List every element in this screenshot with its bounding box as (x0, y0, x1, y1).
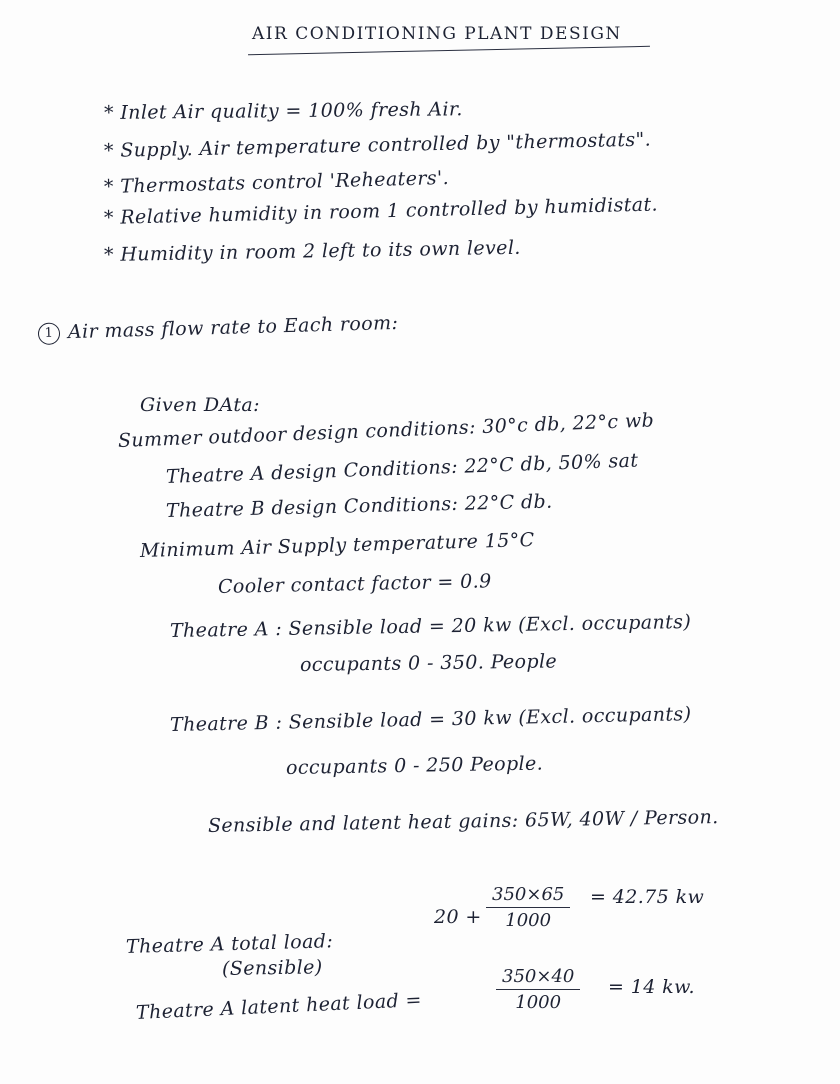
title-underline (248, 46, 650, 55)
latent-load-fraction (496, 966, 580, 1013)
theatre-a-latent-load-label: Theatre A latent heat load = (135, 989, 423, 1024)
given-data-label: Given DAta: (140, 394, 260, 416)
theatre-a-total-load-label: Theatre A total load: (125, 930, 334, 958)
bullet-thermostats: * Thermostats control 'Reheaters'. (103, 166, 450, 198)
total-load-fraction (486, 884, 570, 931)
bullet-humidity-room2: * Humidity in room 2 left to its own level. (103, 236, 521, 266)
theatre-b-design-conditions: Theatre B design Conditions: 22°C db. (165, 490, 553, 522)
summer-outdoor-conditions: Summer outdoor design conditions: 30°c db, 22°c wb (117, 409, 655, 452)
cooler-contact-factor: Cooler contact factor = 0.9 (217, 570, 492, 598)
section-heading-text: Air mass flow rate to Each room: (67, 311, 399, 344)
bullet-supply-air: * Supply. Air temperature controlled by "thermostats". (103, 128, 652, 162)
heat-gains-per-person: Sensible and latent heat gains: 65W, 40W / Person. (207, 806, 719, 837)
section-number: 1 (38, 322, 61, 345)
theatre-b-occupants: occupants 0 - 250 People. (285, 752, 544, 779)
latent-load-result: = 14 kw. (608, 976, 695, 998)
total-load-numerator: 350×65 (492, 884, 565, 905)
theatre-a-sensible-load: Theatre A : Sensible load = 20 kw (Excl. occupants) (169, 610, 692, 642)
total-load-denominator: 1000 (505, 910, 552, 931)
minimum-supply-temperature: Minimum Air Supply temperature 15°C (139, 528, 535, 562)
latent-load-denominator: 1000 (515, 992, 562, 1013)
theatre-b-sensible-load: Theatre B : Sensible load = 30 kw (Excl. occupants) (169, 703, 692, 736)
latent-load-numerator: 350×40 (502, 966, 575, 987)
total-load-prefix: 20 + (434, 906, 482, 928)
theatre-a-total-load-sublabel: (Sensible) (221, 956, 323, 980)
bullet-relative-humidity: * Relative humidity in room 1 controlled by humidistat. (103, 193, 659, 229)
section-heading (38, 312, 399, 345)
theatre-a-design-conditions: Theatre A design Conditions: 22°C db, 50% sat (165, 449, 639, 488)
theatre-a-occupants: occupants 0 - 350. People (299, 650, 558, 676)
total-load-result: = 42.75 kw (590, 886, 705, 908)
page-title: AIR CONDITIONING PLANT DESIGN (252, 24, 622, 44)
bullet-inlet-air: * Inlet Air quality = 100% fresh Air. (103, 98, 463, 124)
